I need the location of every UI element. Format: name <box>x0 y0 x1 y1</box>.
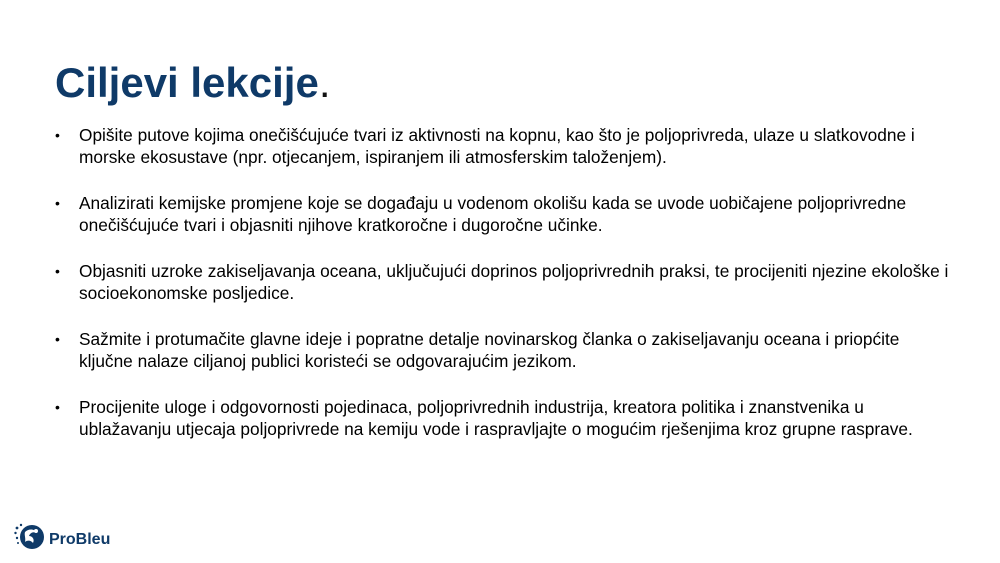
objective-item <box>55 328 955 372</box>
objective-text: Procijenite uloge i odgovornosti pojedinaca, poljoprivrednih industrija, kreatora politika i znanstvenika u ublažavanju utjecaja poljoprivrede na kemiju vode i raspravljajte o mogućim rješenjima kroz grupne rasprave. <box>79 397 913 439</box>
slide-title-period: . <box>318 59 331 106</box>
bullet-icon: • <box>55 263 60 279</box>
probleu-logo <box>13 522 110 557</box>
bullet-icon: • <box>55 195 60 211</box>
objective-item <box>55 192 955 236</box>
objective-item <box>55 396 955 440</box>
objective-item <box>55 260 955 304</box>
bullet-icon: • <box>55 399 60 415</box>
bullet-icon: • <box>55 127 60 143</box>
objective-text: Analizirati kemijske promjene koje se događaju u vodenom okolišu kada se uvode uobičajene poljoprivredne onečišćujuće tvari i objasniti njihove kratkoročne i dugoročne učinke. <box>79 193 907 235</box>
slide-title <box>55 58 331 108</box>
objective-text: Sažmite i protumačite glavne ideje i popratne detalje novinarskog članka o zakiseljavanju oceana i priopćite ključne nalaze ciljanoj publici koristeći se odgovarajućim jezikom. <box>79 329 900 371</box>
slide-title-text: Ciljevi lekcije <box>55 59 319 106</box>
logo-text: ProBleu <box>49 530 111 548</box>
objective-item <box>55 124 955 168</box>
objective-text: Objasniti uzroke zakiseljavanja oceana, uključujući doprinos poljoprivrednih praksi, te procijeniti njezine ekološke i socioekonomske posljedice. <box>79 261 949 303</box>
bullet-icon: • <box>55 331 60 347</box>
objective-text: Opišite putove kojima onečišćujuće tvari iz aktivnosti na kopnu, kao što je poljoprivreda, ulaze u slatkovodne i morske ekosustave (npr. otjecanjem, ispiranjem ili atmosferskim taloženjem). <box>79 125 915 167</box>
probleu-globe-icon <box>13 522 45 557</box>
objectives-list <box>55 124 955 464</box>
